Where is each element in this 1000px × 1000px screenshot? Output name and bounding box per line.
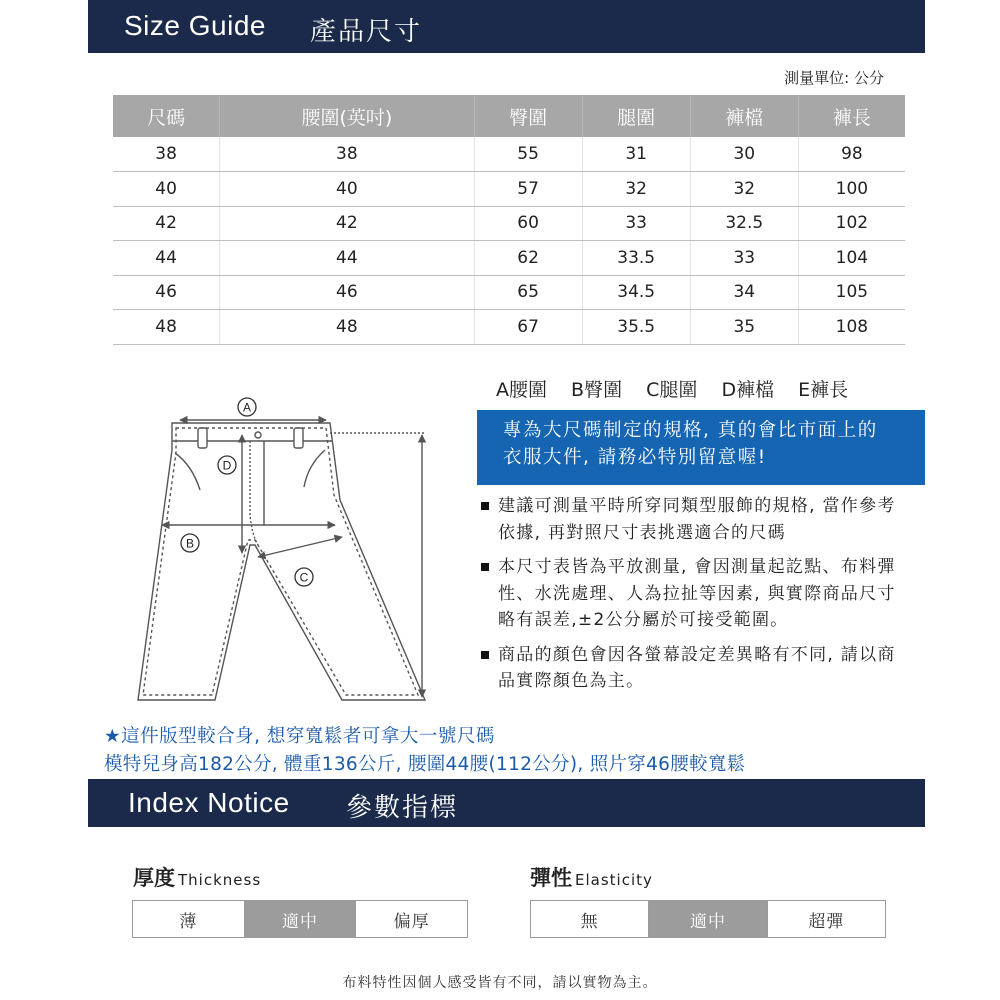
elasticity-label-zh: 彈性 <box>530 866 572 890</box>
table-cell: 62 <box>474 241 582 276</box>
thickness-label-en: Thickness <box>178 871 262 889</box>
size-table <box>113 95 905 345</box>
table-cell: 46 <box>113 275 220 310</box>
table-cell: 60 <box>474 206 582 241</box>
table-cell: 30 <box>690 137 798 172</box>
table-cell: 44 <box>113 241 220 276</box>
table-cell: 33 <box>690 241 798 276</box>
header-length: 褲長 <box>798 95 905 137</box>
table-cell: 67 <box>474 310 582 345</box>
model-note: 模特兒身高182公分, 體重136公斤, 腰圍44腰(112公分), 照片穿46腰較寬鬆 <box>104 754 746 775</box>
pants-outline-icon <box>138 423 425 700</box>
header-thigh: 腿圍 <box>582 95 690 137</box>
table-cell: 102 <box>798 206 905 241</box>
thickness-label-zh: 厚度 <box>133 866 175 890</box>
table-row <box>113 172 905 207</box>
size-guide-banner <box>88 0 925 53</box>
table-cell: 105 <box>798 275 905 310</box>
note-item: 本尺寸表皆為平放測量, 會因測量起訖點、布料彈性、水洗處理、人為拉扯等因素, 與實際商品尺寸略有誤差,±2公分屬於可接受範圍。 <box>480 554 910 634</box>
table-cell: 65 <box>474 275 582 310</box>
table-cell: 40 <box>113 172 220 207</box>
header-size: 尺碼 <box>113 95 220 137</box>
table-cell: 46 <box>220 275 474 310</box>
table-cell: 57 <box>474 172 582 207</box>
elasticity-label <box>530 862 653 892</box>
table-row <box>113 310 905 345</box>
index-notice-title-en: Index Notice <box>128 787 290 818</box>
size-guide-title-en: Size Guide <box>124 10 266 41</box>
table-row <box>113 206 905 241</box>
marker-a-label: A <box>242 400 252 415</box>
table-cell: 34 <box>690 275 798 310</box>
size-table-header <box>113 95 905 137</box>
fit-note: ★這件版型較合身, 想穿寬鬆者可拿大一號尺碼 <box>104 726 495 747</box>
notes-list <box>480 493 910 703</box>
elasticity-scale <box>530 900 886 938</box>
table-cell: 32 <box>690 172 798 207</box>
note-item: 商品的顏色會因各螢幕設定差異略有不同, 請以商品實際顏色為主。 <box>480 642 910 695</box>
callout-line-1: 專為大尺碼制定的規格, 真的會比市面上的 <box>503 420 878 441</box>
sizing-callout <box>477 410 925 485</box>
size-guide-title-zh: 產品尺寸 <box>310 17 423 47</box>
table-cell: 38 <box>113 137 220 172</box>
thickness-scale <box>132 900 468 938</box>
thickness-option-thin: 薄 <box>179 911 198 932</box>
legend-hip: B臀圍 <box>571 379 623 401</box>
marker-b-label: B <box>185 536 195 551</box>
thickness-option-thick: 偏厚 <box>355 901 467 937</box>
index-notice-title-zh: 參數指標 <box>346 793 459 823</box>
table-cell: 98 <box>798 137 905 172</box>
footer-note: 布料特性因個人感受皆有不同，請以實物為主。 <box>342 975 658 991</box>
elasticity-option-medium: 適中 <box>648 901 766 937</box>
table-row <box>113 241 905 276</box>
measurement-legend <box>496 375 848 402</box>
table-cell: 33.5 <box>582 241 690 276</box>
table-cell: 48 <box>113 310 220 345</box>
header-waist: 腰圍(英吋) <box>220 95 474 137</box>
legend-thigh: C腿圍 <box>646 379 698 401</box>
header-rise: 褲檔 <box>690 95 798 137</box>
elasticity-option-none: 無 <box>580 911 599 932</box>
legend-length: E褲長 <box>798 379 849 401</box>
table-cell: 100 <box>798 172 905 207</box>
table-cell: 35 <box>690 310 798 345</box>
pants-measurement-diagram <box>130 395 450 715</box>
table-cell: 33 <box>582 206 690 241</box>
table-cell: 32.5 <box>690 206 798 241</box>
table-cell: 38 <box>220 137 474 172</box>
table-cell: 48 <box>220 310 474 345</box>
index-notice-banner <box>88 779 925 827</box>
marker-b-icon <box>181 534 199 552</box>
table-cell: 32 <box>582 172 690 207</box>
table-cell: 40 <box>220 172 474 207</box>
table-row <box>113 275 905 310</box>
callout-line-2: 衣服大件, 請務必特別留意喔! <box>503 447 767 468</box>
table-cell: 31 <box>582 137 690 172</box>
table-cell: 42 <box>113 206 220 241</box>
marker-c-icon <box>295 568 313 586</box>
marker-c-label: C <box>299 570 309 585</box>
table-cell: 104 <box>798 241 905 276</box>
elasticity-label-en: Elasticity <box>575 871 653 889</box>
legend-waist: A腰圍 <box>496 379 547 401</box>
thickness-label <box>133 862 261 892</box>
unit-label: 測量單位: 公分 <box>784 69 884 87</box>
table-cell: 108 <box>798 310 905 345</box>
marker-d-icon <box>218 456 236 474</box>
marker-a-icon <box>238 398 256 416</box>
table-cell: 44 <box>220 241 474 276</box>
header-hip: 臀圍 <box>474 95 582 137</box>
table-cell: 42 <box>220 206 474 241</box>
marker-d-label: D <box>222 458 232 473</box>
note-item: 建議可測量平時所穿同類型服飾的規格, 當作參考依據, 再對照尺寸表挑選適合的尺碼 <box>480 493 910 546</box>
table-row <box>113 137 905 172</box>
thickness-option-medium: 適中 <box>244 901 356 937</box>
table-cell: 34.5 <box>582 275 690 310</box>
table-cell: 35.5 <box>582 310 690 345</box>
table-cell: 55 <box>474 137 582 172</box>
legend-rise: D褲檔 <box>721 379 775 401</box>
elasticity-option-super: 超彈 <box>767 901 885 937</box>
